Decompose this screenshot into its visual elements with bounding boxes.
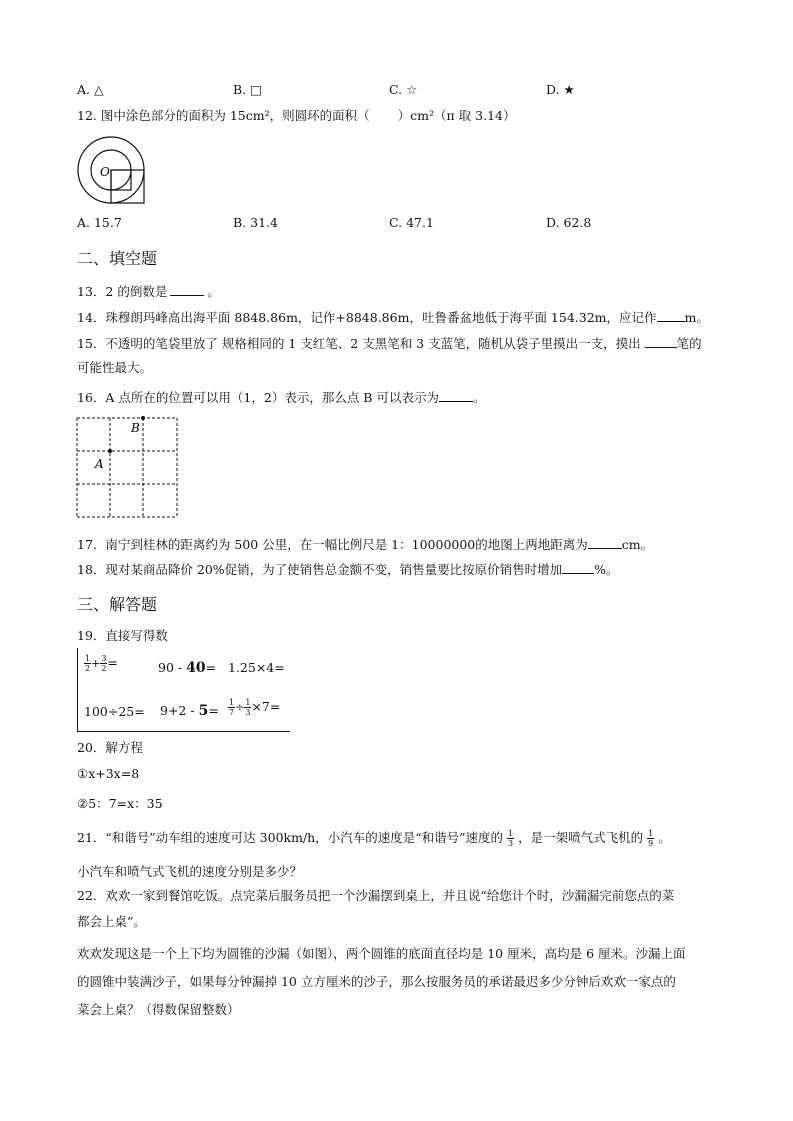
q17-unit: cm。 — [621, 537, 654, 552]
point-a — [108, 449, 112, 453]
q13-end: 。 — [207, 284, 220, 299]
q15-line2: 可能性最大。 — [77, 360, 153, 375]
q18-text: 18．现对某商品降价 20%促销，为了使销售总金额不变，销售量要比按原价销售时增加 — [77, 562, 563, 577]
q14-answer-blank[interactable] — [657, 309, 685, 322]
q14-text: 14．珠穆朗玛峰高出海平面 8848.86m，记作+8848.86m，吐鲁番盆地低于海平面 154.32m，应记作 — [77, 310, 657, 325]
q15-end: 笔的 — [676, 336, 702, 351]
q18-unit: %。 — [594, 562, 619, 577]
fraction: $\frac{1}{3}$ — [245, 698, 251, 717]
q16-text: 16．A 点所在的位置可以用（1，2）表示，那么点 B 可以表示为 — [77, 390, 439, 405]
q12-ring-figure — [74, 132, 154, 206]
q16-answer-blank[interactable] — [439, 389, 473, 402]
q12-option-b: B. 31.4 — [233, 215, 278, 230]
q17 — [77, 535, 653, 553]
fraction: $\frac{1}{2}$ — [85, 654, 91, 673]
q19-r2c3: $\frac{1}{7}$ ÷ $\frac{1}{3}$ ×7= — [229, 698, 281, 717]
q12-stem-b: ）cm²（π 取 3.14） — [397, 108, 516, 123]
q20-title: 20．解方程 — [77, 740, 143, 755]
q19-title: 19．直接写得数 — [77, 628, 168, 643]
q12-option-d: D. 62.8 — [546, 215, 592, 230]
q15-text: 15．不透明的笔袋里放了 规格相同的 1 支红笔、2 支黑笔和 3 支蓝笔，随机从袋子里摸出一支，摸出 — [77, 336, 641, 351]
q12-stem-a: 12. 图中涂色部分的面积为 15cm²，则圆环的面积（ — [77, 108, 370, 123]
q17-text: 17．南宁到桂林的距离约为 500 公里，在一幅比例尺是 1：10000000的地图上两地距离为 — [77, 537, 588, 552]
q12-option-a: A. 15.7 — [77, 215, 122, 230]
q22-line1: 22．欢欢一家到餐馆吃饭。点完菜后服务员把一个沙漏摆到桌上，并且说“给您计个时，沙漏漏完前您点的菜 — [77, 888, 675, 903]
q13-answer-blank[interactable] — [170, 283, 204, 296]
fraction: $\frac{3}{2}$ — [101, 654, 107, 673]
fraction: $\frac{1}{7}$ — [229, 698, 235, 717]
label-a: A — [95, 457, 104, 471]
q12-stem — [77, 106, 515, 124]
q14-unit: m。 — [684, 310, 709, 325]
q22-line3: 欢欢发现这是一个上下均为圆锥的沙漏（如图），两个圆锥的底面直径均是 10 厘米，高均是 6 厘米。沙漏上面 — [77, 946, 686, 961]
q22-line2: 都会上桌”。 — [77, 914, 146, 929]
q21-line2: 小汽车和喷气式飞机的速度分别是多少？ — [77, 864, 303, 879]
q19-r2c1: 100÷25= — [84, 704, 145, 719]
q19-r1c3: 1.25×4= — [228, 660, 285, 675]
q19-r1c2: 90 - 40= — [158, 660, 217, 676]
q13-text: 13．2 的倒数是 — [77, 284, 168, 299]
q11-option-b: B. □ — [233, 82, 262, 97]
q16 — [77, 388, 485, 406]
q21-line1: 21．“和谐号”动车组的速度可达 300km/h，小汽车的速度是“和谐号”速度的 $\frac{1}{3}$ ，是一架喷气式飞机的 $\frac{1}{9}$ 。 — [77, 829, 671, 848]
q22-line5: 菜会上桌？（得数保留整数） — [77, 1002, 240, 1017]
q12-option-c: C. 47.1 — [389, 215, 434, 230]
q14 — [77, 308, 709, 326]
section-fill-in-heading: 二、填空题 — [77, 249, 158, 268]
point-b — [141, 416, 145, 420]
q15 — [77, 334, 702, 352]
q22-line4: 的圆锥中装满沙子，如果每分钟漏掉 10 立方厘米的沙子，那么按服务员的承诺最迟多少分钟后欢欢一家点的 — [77, 974, 676, 989]
q17-answer-blank[interactable] — [588, 536, 622, 549]
q18-answer-blank[interactable] — [562, 561, 594, 574]
section-solve-heading: 三、解答题 — [77, 595, 158, 614]
q19-r1c1: $\frac{1}{2}$ + $\frac{3}{2}$ = — [85, 654, 118, 673]
q16-end: 。 — [472, 390, 486, 405]
label-b: B — [131, 421, 140, 435]
q18 — [77, 560, 619, 578]
q20-eq2: ②5：7=x：35 — [77, 796, 163, 811]
q19-r2c2: 9+2 - 5= — [160, 703, 219, 719]
fraction: $\frac{1}{3}$ — [508, 829, 514, 848]
q11-option-c: C. ☆ — [389, 82, 418, 97]
q11-option-d: D. ★ — [546, 82, 575, 97]
q13 — [77, 282, 220, 300]
q11-option-a: A. △ — [77, 82, 104, 97]
center-label-o: O — [100, 165, 110, 179]
q16-grid-figure — [76, 414, 180, 520]
q15-answer-blank[interactable] — [645, 335, 677, 348]
q20-eq1: ①x+3x=8 — [77, 766, 140, 781]
fraction: $\frac{1}{9}$ — [648, 829, 654, 848]
q19-table — [77, 648, 290, 732]
